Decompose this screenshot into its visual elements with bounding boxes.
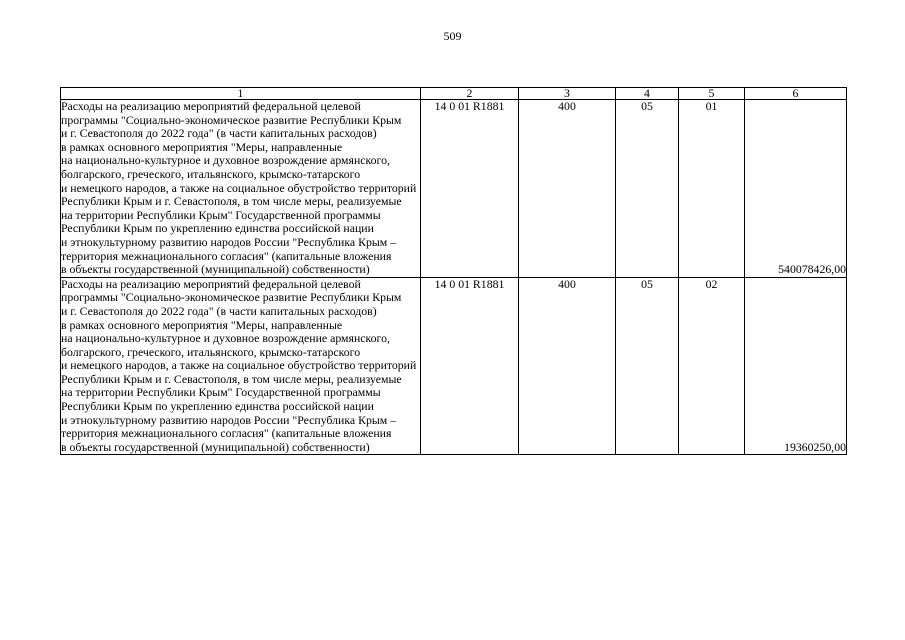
description-line: и немецкого народов, а также на социальное обустройство территорий	[61, 358, 417, 373]
header-col-1: 1	[61, 88, 421, 100]
description-line: Республики Крым по укреплению единства российской нации	[61, 221, 374, 236]
description-line: на территории Республики Крым" Государственной программы	[61, 207, 381, 222]
description-line: Расходы на реализацию мероприятий федеральной целевой	[61, 99, 361, 113]
header-col-5: 5	[679, 88, 745, 100]
header-row	[61, 88, 847, 100]
description-line: и этнокультурному развитию народов России "Республика Крым –	[61, 412, 397, 427]
table-row	[61, 100, 847, 278]
header-col-3: 3	[519, 88, 616, 100]
description-line: программы "Социально-экономическое развитие Республики Крым	[61, 112, 402, 127]
page-number: 509	[443, 29, 462, 43]
description-line: Республики Крым по укреплению единства российской нации	[61, 399, 374, 414]
description-line: в объекты государственной (муниципальной) собственности)	[61, 439, 370, 454]
description-line: и этнокультурному развитию народов России "Республика Крым –	[61, 234, 397, 249]
subsection-cell: 02	[679, 277, 745, 455]
target-article-code-cell: 14 0 01 R1881	[421, 100, 519, 278]
description-cell	[61, 100, 421, 278]
description-line: болгарского, греческого, итальянского, крымско-татарского	[61, 166, 361, 181]
description-line: на национально-культурное и духовное возрождение армянского,	[61, 153, 390, 168]
amount-cell: 540078426,00	[745, 100, 847, 278]
description-line: территория межнационального согласия" (капитальные вложения	[61, 426, 392, 441]
description-line: Республики Крым и г. Севастополя, в том числе меры, реализуемые	[61, 194, 402, 209]
description-line: в рамках основного мероприятия "Меры, направленные	[61, 139, 343, 154]
description-line: в рамках основного мероприятия "Меры, направленные	[61, 317, 343, 332]
header-col-2: 2	[421, 88, 519, 100]
section-cell: 05	[616, 100, 679, 278]
budget-table	[60, 87, 847, 455]
description-line: и г. Севастополя до 2022 года" (в части капитальных расходов)	[61, 126, 377, 141]
description-line: и немецкого народов, а также на социальное обустройство территорий	[61, 180, 417, 195]
description-line: территория межнационального согласия" (капитальные вложения	[61, 248, 392, 263]
description-cell	[61, 277, 421, 455]
description-line: Республики Крым и г. Севастополя, в том числе меры, реализуемые	[61, 371, 402, 386]
description-line: болгарского, греческого, итальянского, крымско-татарского	[61, 344, 361, 359]
description-line: и г. Севастополя до 2022 года" (в части капитальных расходов)	[61, 303, 377, 318]
table-header	[61, 88, 847, 100]
table-body	[61, 100, 847, 455]
description-line: программы "Социально-экономическое развитие Республики Крым	[61, 290, 402, 305]
subsection-cell: 01	[679, 100, 745, 278]
description-line: на территории Республики Крым" Государственной программы	[61, 385, 381, 400]
header-col-4: 4	[616, 88, 679, 100]
target-article-code-cell: 14 0 01 R1881	[421, 277, 519, 455]
description-line: в объекты государственной (муниципальной) собственности)	[61, 262, 370, 277]
header-col-6: 6	[745, 88, 847, 100]
section-cell: 05	[616, 277, 679, 455]
expense-type-cell: 400	[519, 100, 616, 278]
expense-type-cell: 400	[519, 277, 616, 455]
table-row	[61, 277, 847, 455]
amount-cell: 19360250,00	[745, 277, 847, 455]
description-line: Расходы на реализацию мероприятий федеральной целевой	[61, 277, 361, 291]
description-line: на национально-культурное и духовное возрождение армянского,	[61, 331, 390, 346]
